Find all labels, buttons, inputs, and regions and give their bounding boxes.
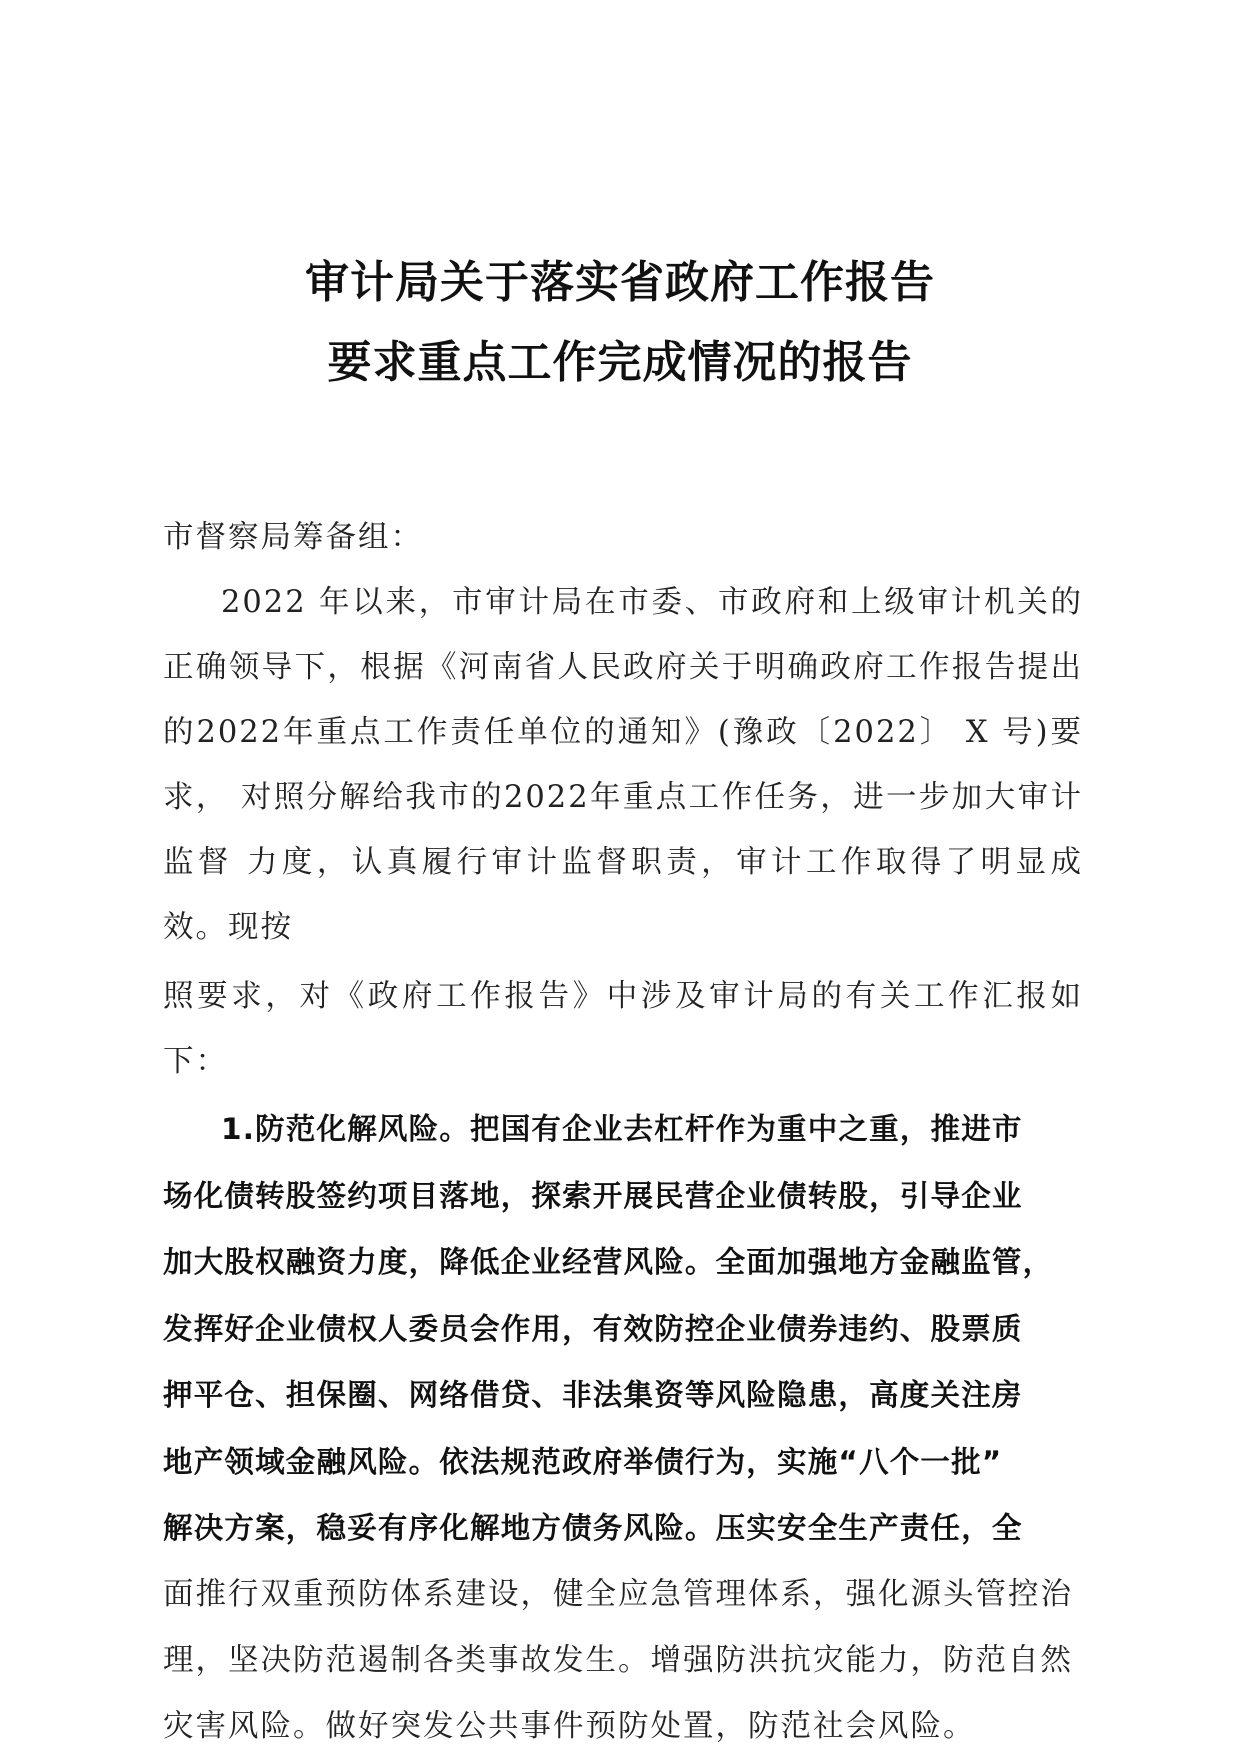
item-1-line: 发挥好企业债权人委员会作用，有效防控企业债券违约、股票质	[163, 1311, 1023, 1346]
document-body	[163, 505, 1083, 1760]
salutation: 市督察局筹备组：	[163, 520, 423, 555]
item-1-plain-line: 灾害风险。做好突发公共事件预防处置，防范社会风险。	[163, 1708, 976, 1744]
item-1-line: 解决方案，稳妥有序化解地方债务风险。压实安全生产责任，全	[163, 1511, 1023, 1545]
item-1-plain-line: 面推行双重预防体系建设，健全应急管理体系，强化源头管控治	[163, 1576, 1073, 1612]
intro-paragraph: 2022 年以来，市审计局在市委、市政府和上级审计机关的正确领导下，根据《河南省人民政府关于明确政府工作报告提出的2022年重点工作责任单位的通知》(豫政〔2022〕 X 号)要求， 对照分解给我市的2022年重点工作任务，进一步加大审计监督 力度，认真履行审计监督职责，审计工作取得了明显成效。现按	[163, 585, 1083, 945]
item-1-line: 1.防范化解风险。把国有企业去杠杆作为重中之重，推进市	[221, 1112, 1023, 1146]
item-1-plain-section	[163, 1562, 1083, 1760]
document-title	[0, 243, 1240, 403]
item-1-bold-section	[163, 1096, 1083, 1562]
item-1-line: 场化债转股签约项目落地，探索开展民营企业债转股，引导企业	[163, 1178, 1023, 1213]
item-1-line: 押平仓、担保圈、网络借贷、非法集资等风险隐患，高度关注房	[163, 1378, 1023, 1412]
intro-continuation: 照要求，对《政府工作报告》中涉及审计局的有关工作汇报如下：	[163, 979, 1083, 1079]
item-1-line: 地产领域金融风险。依法规范政府举债行为，实施“八个一批”	[163, 1444, 1003, 1479]
item-1-line: 加大股权融资力度，降低企业经营风险。全面加强地方金融监管，	[163, 1245, 1054, 1279]
item-1-plain-line: 理，坚决防范遏制各类事故发生。增强防洪抗灾能力，防范自然	[163, 1642, 1073, 1678]
title-line-2: 要求重点工作完成情况的报告	[327, 337, 913, 388]
title-line-1: 审计局关于落实省政府工作报告	[305, 257, 935, 308]
